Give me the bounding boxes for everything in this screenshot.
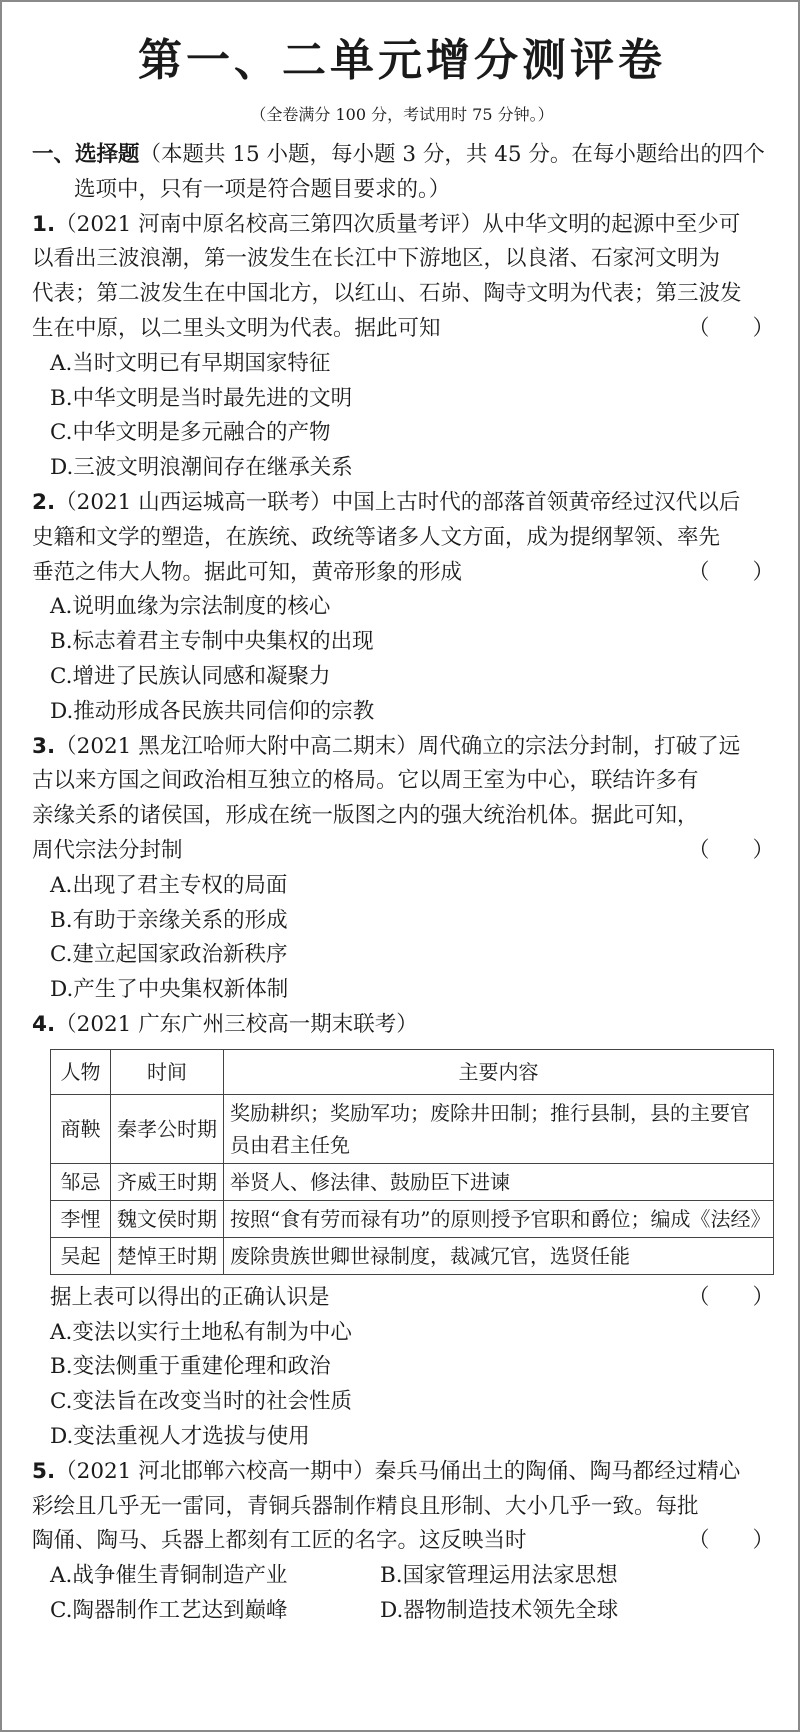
table-header-cell: 人物 xyxy=(51,1049,111,1094)
question-3-text: （2021 黑龙江哈师大附中高二期末）周代确立的宗法分封制，打破了远 xyxy=(55,733,741,759)
answer-blank: （ ） xyxy=(687,1528,774,1554)
question-5-number: 5. xyxy=(32,1458,56,1484)
table-row xyxy=(51,1094,774,1163)
table-cell: 商鞅 xyxy=(51,1094,111,1163)
option-c: C.增进了民族认同感和凝聚力 xyxy=(50,663,331,689)
table-header-cell: 时间 xyxy=(111,1049,224,1094)
table-row xyxy=(51,1163,774,1200)
question-2-text: 垂范之伟大人物。据此可知，黄帝形象的形成 xyxy=(32,559,463,585)
section-header xyxy=(32,138,774,173)
section-desc-line2: 选项中，只有一项是符合题目要求的。） xyxy=(74,176,451,202)
option-row xyxy=(32,1594,774,1629)
table-cell: 举贤人、修法律、鼓励臣下进谏 xyxy=(224,1163,774,1200)
answer-blank: （ ） xyxy=(687,559,774,585)
question-3-text: 周代宗法分封制 xyxy=(32,837,183,863)
option-c: C.陶器制作工艺达到巅峰 xyxy=(50,1597,288,1623)
question-1-text: 以看出三波浪潮，第一波发生在长江中下游地区，以良渚、石家河文明为 xyxy=(32,246,721,272)
table-cell: 废除贵族世卿世禄制度，裁减冗官，选贤任能 xyxy=(224,1237,774,1274)
table-cell: 魏文侯时期 xyxy=(111,1200,224,1237)
question-3-text: 古以来方国之间政治相互独立的格局。它以周王室为中心，联结许多有 xyxy=(32,768,699,794)
table-cell: 奖励耕织；奖励军功；废除井田制；推行县制，县的主要官员由君主任免 xyxy=(224,1094,774,1163)
question-1-number: 1. xyxy=(32,211,56,237)
table-cell: 楚悼王时期 xyxy=(111,1237,224,1274)
question-4-stem xyxy=(32,1281,774,1316)
option-d: D.三波文明浪潮间存在继承关系 xyxy=(50,455,353,481)
answer-blank: （ ） xyxy=(687,1284,774,1310)
question-1-text: 代表；第二波发生在中国北方，以红山、石峁、陶寺文明为代表；第三波发 xyxy=(32,281,742,307)
question-2-number: 2. xyxy=(32,489,56,515)
option-a: A.当时文明已有早期国家特征 xyxy=(50,350,331,376)
table-header-cell: 主要内容 xyxy=(224,1049,774,1094)
question-1-text: 生在中原，以二里头文明为代表。据此可知 xyxy=(32,315,441,341)
question-5-stem-end xyxy=(32,1524,774,1559)
question-3-line xyxy=(32,730,774,765)
question-4-line xyxy=(32,1008,774,1043)
option-a: A.战争催生青铜制造产业 xyxy=(50,1563,288,1589)
page-subtitle: （全卷满分 100 分，考试用时 75 分钟。） xyxy=(250,105,554,124)
table-cell: 李悝 xyxy=(51,1200,111,1237)
option-c: C.中华文明是多元融合的产物 xyxy=(50,420,331,446)
option-b: B.有助于亲缘关系的形成 xyxy=(50,907,288,933)
table-cell: 齐威王时期 xyxy=(111,1163,224,1200)
option-d: D.产生了中央集权新体制 xyxy=(50,977,289,1003)
question-3-number: 3. xyxy=(32,733,56,759)
question-3-stem-end xyxy=(32,834,774,869)
option-b: B.中华文明是当时最先进的文明 xyxy=(50,385,353,411)
page-title: 第一、二单元增分测评卷 xyxy=(138,35,666,86)
question-2-stem-end xyxy=(32,556,774,591)
section-label: 一、选择题 xyxy=(32,142,140,167)
reform-table xyxy=(50,1049,774,1275)
answer-blank: （ ） xyxy=(687,837,774,863)
question-5-line xyxy=(32,1455,774,1490)
question-5-text: 陶俑、陶马、兵器上都刻有工匠的名字。这反映当时 xyxy=(32,1528,527,1554)
question-4-source: （2021 广东广州三校高一期末联考） xyxy=(55,1011,418,1037)
option-b: B.变法侧重于重建伦理和政治 xyxy=(50,1354,331,1380)
option-a: A.出现了君主专权的局面 xyxy=(50,872,288,898)
question-5-text: （2021 河北邯郸六校高一期中）秦兵马俑出土的陶俑、陶马都经过精心 xyxy=(55,1458,741,1484)
table-header-row xyxy=(51,1049,774,1094)
question-2-text: （2021 山西运城高一联考）中国上古时代的部落首领黄帝经过汉代以后 xyxy=(55,489,741,515)
table-cell: 秦孝公时期 xyxy=(111,1094,224,1163)
option-b: B.标志着君主专制中央集权的出现 xyxy=(50,629,374,655)
section-desc-line1: （本题共 15 小题，每小题 3 分，共 45 分。在每小题给出的四个 xyxy=(139,142,765,167)
exam-content xyxy=(32,138,774,1629)
table-row xyxy=(51,1200,774,1237)
option-d: D.器物制造技术领先全球 xyxy=(380,1597,619,1623)
option-b: B.国家管理运用法家思想 xyxy=(380,1563,618,1589)
option-c: C.建立起国家政治新秩序 xyxy=(50,942,288,968)
option-a: A.变法以实行土地私有制为中心 xyxy=(50,1319,352,1345)
question-2-text: 史籍和文学的塑造，在族统、政统等诸多人文方面，成为提纲挈领、率先 xyxy=(32,524,721,550)
question-1-stem-end xyxy=(32,312,774,347)
table-cell: 按照“食有劳而禄有功”的原则授予官职和爵位；编成《法经》 xyxy=(224,1200,774,1237)
question-2-line xyxy=(32,486,774,521)
question-1-line xyxy=(32,208,774,243)
option-a: A.说明血缘为宗法制度的核心 xyxy=(50,594,331,620)
option-row xyxy=(32,1559,774,1594)
answer-blank: （ ） xyxy=(687,315,774,341)
question-5-text: 彩绘且几乎无一雷同，青铜兵器制作精良且形制、大小几乎一致。每批 xyxy=(32,1493,699,1519)
table-cell: 邹忌 xyxy=(51,1163,111,1200)
question-4-number: 4. xyxy=(32,1011,56,1037)
option-c: C.变法旨在改变当时的社会性质 xyxy=(50,1389,353,1415)
option-d: D.推动形成各民族共同信仰的宗教 xyxy=(50,698,375,724)
question-1-text: （2021 河南中原名校高三第四次质量考评）从中华文明的起源中至少可 xyxy=(55,211,741,237)
option-d: D.变法重视人才选拔与使用 xyxy=(50,1423,310,1449)
question-3-text: 亲缘关系的诸侯国，形成在统一版图之内的强大统治机体。据此可知， xyxy=(32,803,699,829)
table-row xyxy=(51,1237,774,1274)
table-cell: 吴起 xyxy=(51,1237,111,1274)
question-4-text: 据上表可以得出的正确认识是 xyxy=(50,1284,330,1310)
